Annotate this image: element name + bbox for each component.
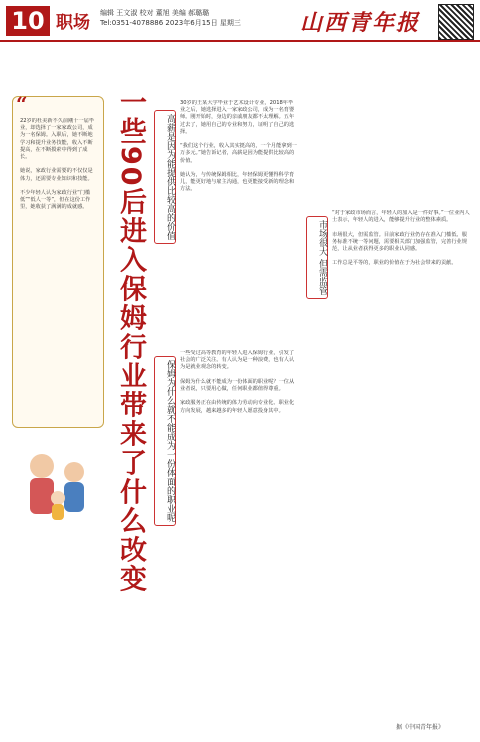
headline: 一些90后进入保姆行业带来了什么改变: [115, 88, 146, 594]
quote-mark-icon: “: [16, 92, 28, 116]
body-col-3: 一些受过高等教育的年轻人进入保姆行业，引发了社会的广泛关注。有人认为是一种浪费，也有人认为是就业观念的转变。 保姆为什么就不能成为一份体面的职业呢？一位从业者说，只要用心做，任何职业都值得尊重。 家政服务正在由传统的体力劳动向专业化、职业化方向发展，越来越多的年轻人愿意投身其中。: [180, 350, 295, 414]
family-illustration: [12, 436, 104, 526]
newspaper-logo: 山西青年报: [300, 10, 421, 36]
subhead-2: 保姆为什么就不能成为一份体面的职业呢: [154, 356, 176, 526]
body-col-4: “对于家政市场而言，年轻人的加入是一件好事。”一位业内人士表示，年轻人的进入，能够提升行业的整体素质。 市场很大，但需监管。目前家政行业仍存在准入门槛低、服务标准不统一等问题，需要相关部门加强监管，完善行业规范，让从业者获得更多的职业认同感。 工作总是平等的，职业的价值在于为社会带来的贡献。: [332, 210, 470, 267]
page-number: 10: [6, 6, 50, 36]
subhead-1: 高薪是因为能提供比较高的价值: [154, 110, 176, 244]
subhead-3: 市场很大 但需监管: [306, 216, 328, 299]
intro-text: 22岁的杜美新不久前剛十一届毕业，却选择了一家家政公司，成为一名保姆。入职后，她不断地学习和提升业务技能，收入不断提高，在不断摸索中得到了成长。 她说，家政行业需要的不仅仅是体力，还需要专业知识和技能。 不少年轻人认为家政行业“门槛低”“低人一等”，但在这份工作里，她收获了满满的成就感。: [20, 118, 95, 211]
editor-line: [100, 8, 241, 28]
page-header: [0, 0, 480, 42]
body-col-2: 30岁的王某大学毕业于艺术设计专业，2018年毕业之后，她选择进入一家家政公司，成为一名育婴师。刚开始时，身边的亲戚朋友都不太理解。五年过去了，她用自己的专业和努力，证明了自己的选择。 “我们这个行业，收入其实挺高的，一个月能拿到一万多元。”她告诉记者，高薪是因为能提供比较高的价值。 她认为，与传统保姆相比，年轻保姆更懂得科学育儿，能更好地与雇主沟通，也更能接受新的理念和方法。: [180, 100, 297, 193]
byline: 据《中国青年报》: [396, 724, 445, 731]
section-name: 职场: [56, 13, 90, 33]
editor-line-2: Tel:0351-4078886 2023年6月15日 星期三: [100, 19, 241, 27]
qr-code-icon: [438, 4, 474, 40]
editor-line-1: 编辑 王文淑 校对 董旭 美编 郝璐璐: [100, 9, 210, 17]
